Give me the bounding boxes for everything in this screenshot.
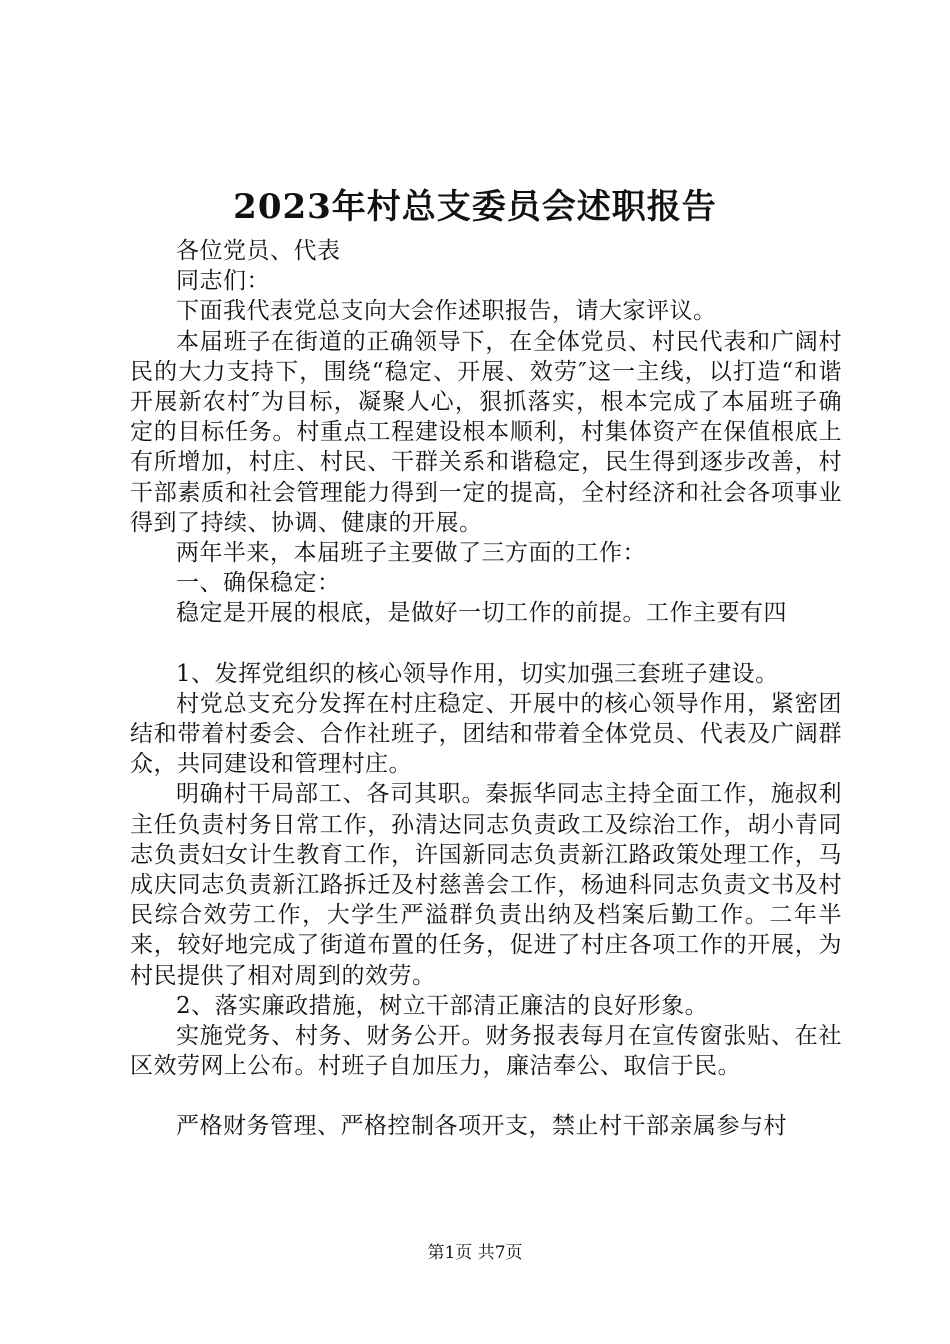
paragraph: 严格财务管理、严格控制各项开支，禁止村干部亲属参与村 [176,1113,787,1140]
subsection-heading: 2、落实廉政措施，树立干部清正廉洁的良好形象。 [176,992,709,1019]
page-footer: 第1页 共7页 [427,1243,523,1263]
paragraph: 两年半来，本届班子主要做了三方面的工作： [176,540,646,567]
paragraph: 实施党务、村务、财务公开。财务报表每月在宣传窗张贴、在社区效劳网上公布。村班子自加压力，廉洁奉公、取信于民。 [130,1023,842,1080]
section-heading: 一、确保稳定： [176,570,341,597]
paragraph: 明确村干局部工、各司其职。秦振华同志主持全面工作，施叔利主任负责村务日常工作，孙清达同志负责政工及综治工作，胡小青同志负责妇女计生教育工作，许国新同志负责新江路政策处理工作，马成庆同志负责新江路拆迁及村慈善会工作，杨迪科同志负责文书及村民综合效劳工作，大学生严溢群负责出纳及档案后勤工作。二年半来，较好地完成了街道布置的任务，促进了村庄各项工作的开展，为村民提供了相对周到的效劳。 [130,781,842,989]
paragraph: 本届班子在街道的正确领导下，在全体党员、村民代表和广阔村民的大力支持下，围绕“稳定、开展、效劳″这一主线，以打造“和谐开展新农村″为目标，凝聚人心，狠抓落实，根本完成了本届班子确定的目标任务。村重点工程建设根本顺利，村集体资产在保值根底上有所增加，村庄、村民、干群关系和谐稳定，民生得到逐步改善，村干部素质和社会管理能力得到一定的提高，全村经济和社会各项事业得到了持续、协调、健康的开展。 [130,328,842,536]
paragraph-greeting: 同志们： [176,268,270,295]
document-body [130,236,842,1142]
paragraph: 稳定是开展的根底，是做好一切工作的前提。工作主要有四 [176,600,787,627]
subsection-heading: 1、发挥党组织的核心领导作用，切实加强三套班子建设。 [176,660,779,687]
paragraph: 下面我代表党总支向大会作述职报告，请大家评议。 [176,298,717,325]
paragraph-salutation: 各位党员、代表 [176,238,341,264]
paragraph: 村党总支充分发挥在村庄稳定、开展中的核心领导作用，紧密团结和带着村委会、合作社班子，团结和带着全体党员、代表及广阔群众，共同建设和管理村庄。 [130,690,842,778]
document-title: 2023年村总支委员会述职报告 [233,187,717,227]
